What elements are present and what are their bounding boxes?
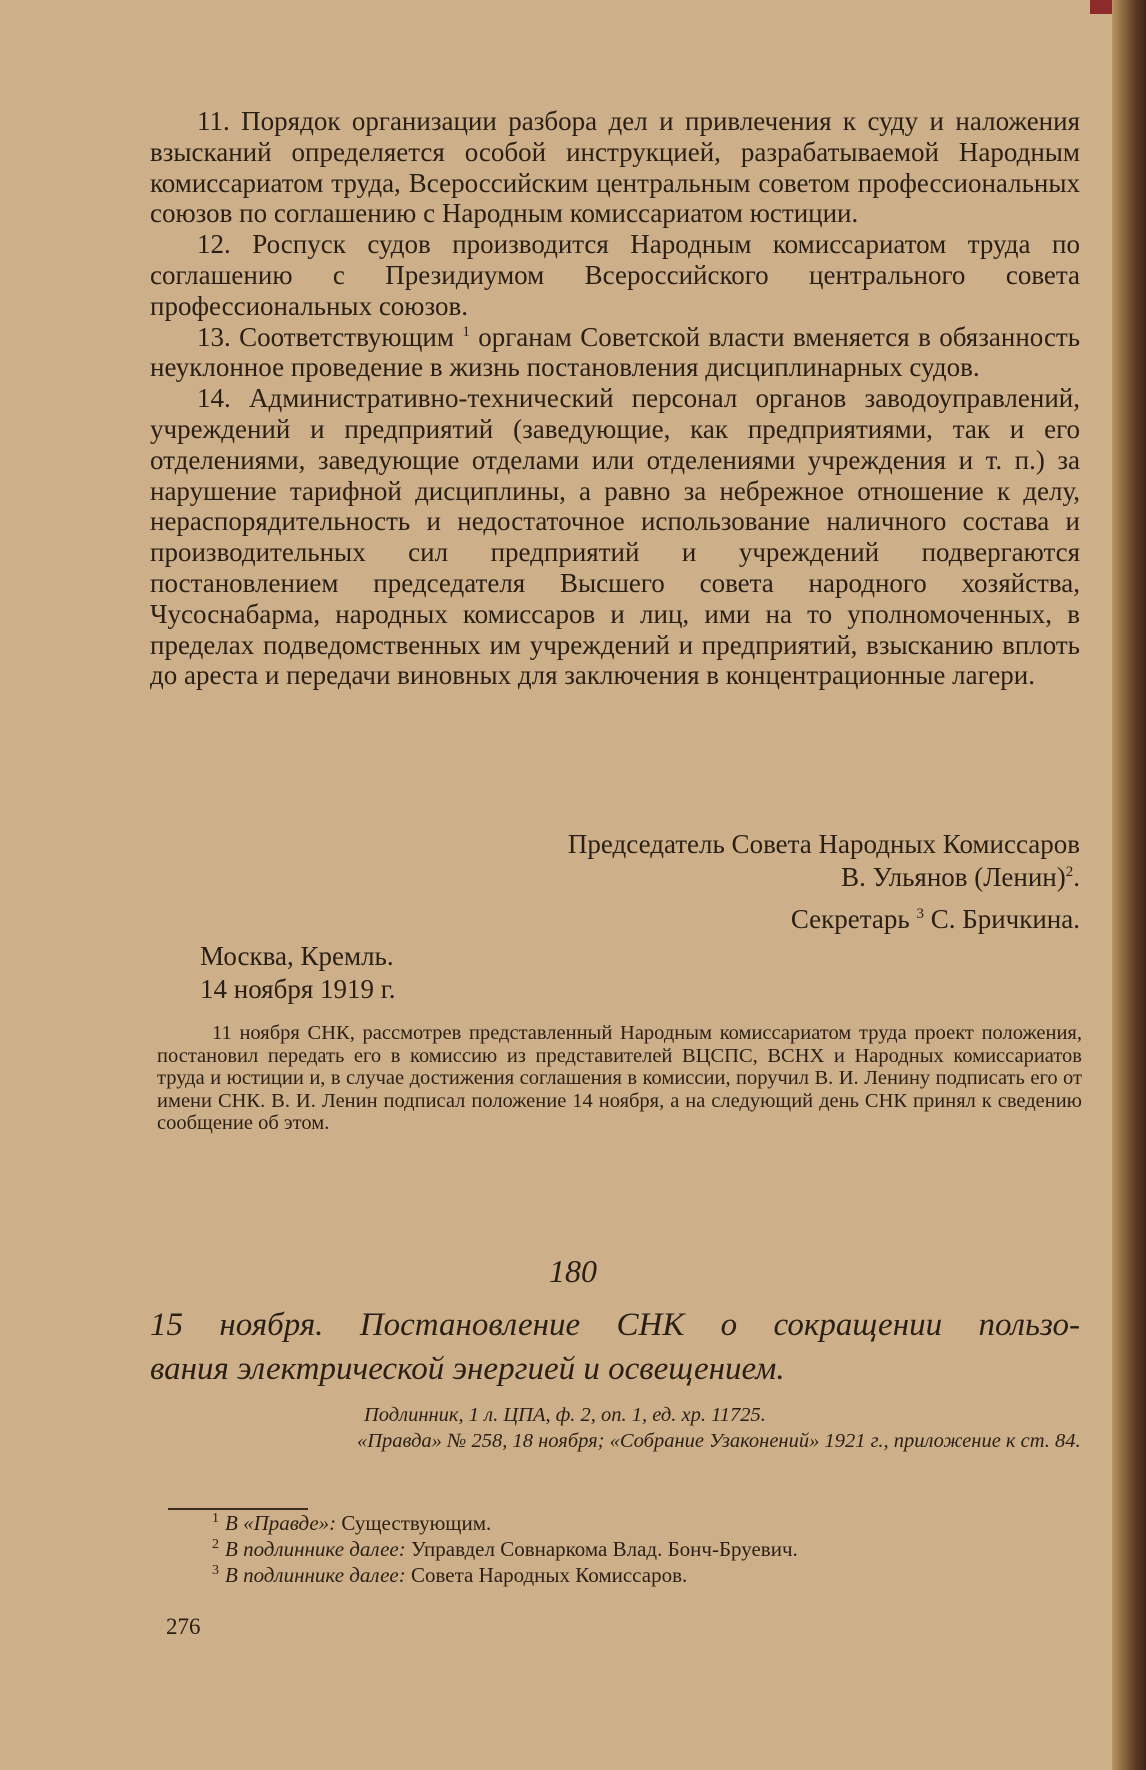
document-title-line-2: вания электрической энергией и освещением. bbox=[150, 1351, 785, 1387]
place: Москва, Кремль. bbox=[200, 941, 394, 971]
chair-signature bbox=[568, 828, 1080, 894]
footnote-label: В подлиннике далее: bbox=[225, 1537, 406, 1561]
page-number: 276 bbox=[166, 1614, 201, 1639]
secretary-name: С. Бричкина. bbox=[930, 904, 1080, 934]
editorial-note bbox=[157, 1022, 1082, 1135]
paragraph-13-rest: органам Советской власти вменяется в обязанность неуклонное проведение в жизнь постановления дисциплинарных судов. bbox=[150, 321, 1081, 383]
footnote-mark: 1 bbox=[212, 1511, 219, 1526]
date: 14 ноября 1919 г. bbox=[200, 974, 396, 1004]
chair-name-end: . bbox=[1073, 862, 1080, 892]
footnote-text: Управдел Совнаркома Влад. Бонч-Бруевич. bbox=[410, 1537, 798, 1561]
paragraph-13-lead: Соответствующим bbox=[239, 321, 454, 352]
footnote-text: Совета Народных Комиссаров. bbox=[410, 1563, 688, 1587]
secretary-label: Секретарь bbox=[790, 904, 910, 934]
footnote-2 bbox=[212, 1536, 1072, 1562]
paragraph-12: 12. Роспуск судов производится Народным комиссариатом труда по соглашению с Президиумом Всероссийского центрального совета профессиональных союзов. bbox=[150, 229, 1080, 321]
paragraph-11: 11. Порядок организации разбора дел и привлечения к суду и наложения взысканий определяется особой инструкцией, разрабатываемой Народным комиссариатом труда, Всероссийским центральным советом профессиональных союзов по соглашению с Народным комиссариатом юстиции. bbox=[150, 106, 1080, 229]
chair-title: Председатель Совета Народных Комиссаров bbox=[567, 829, 1080, 859]
paragraph-13-number: 13. bbox=[197, 321, 231, 352]
document-title bbox=[150, 1303, 1080, 1391]
document-title-line-1: 15 ноября. Постановление СНК о сокращении пользо- bbox=[150, 1307, 1080, 1343]
footnote-mark: 2 bbox=[212, 1537, 219, 1552]
secretary-signature bbox=[791, 904, 1080, 935]
footnote-ref-1: 1 bbox=[462, 323, 470, 340]
paragraph-13 bbox=[150, 322, 1080, 384]
chair-name-line bbox=[568, 861, 1080, 894]
book-binding bbox=[1112, 0, 1146, 1770]
source-archive: Подлинник, 1 л. ЦПА, ф. 2, оп. 1, ед. хр. 11725. bbox=[364, 1404, 766, 1426]
place-date bbox=[200, 940, 396, 1006]
footnote-ref-2: 2 bbox=[1065, 864, 1074, 880]
source-publication: «Правда» № 258, 18 ноября; «Собрание Узаконений» 1921 г., приложение к ст. 84. bbox=[357, 1430, 1081, 1452]
document-number: 180 bbox=[549, 1253, 597, 1289]
footnotes bbox=[212, 1510, 1072, 1588]
footnote-text: Существующим. bbox=[341, 1511, 492, 1535]
footnote-ref-3: 3 bbox=[916, 906, 924, 922]
source-reference bbox=[312, 1402, 1082, 1454]
main-text bbox=[150, 106, 1080, 691]
footnote-label: В «Правде»: bbox=[225, 1511, 337, 1535]
footnote-3 bbox=[212, 1562, 1072, 1588]
footnote-1 bbox=[212, 1510, 1072, 1536]
footnote-label: В подлиннике далее: bbox=[225, 1563, 406, 1587]
chair-name: В. Ульянов (Ленин) bbox=[841, 862, 1066, 892]
paragraph-14: 14. Административно-технический персонал органов заводоуправлений, учреждений и предприятий (заведующие, как предприятиями, так и его отделениями, заведующие отделами или отделениями учреждения и т. п.) за нарушение тарифной дисциплины, а равно за небрежное отношение к делу, нераспорядительность и недостаточное использование наличного состава и производительных сил предприятий и учреждений подвергаются постановлением председателя Высшего совета народного хозяйства, Чусоснабарма, народных комиссаров и лиц, ими на то уполномоченных, в пределах подведомственных им учреждений и предприятий, взысканию вплоть до ареста и передачи виновных для заключения в концентрационные лагери. bbox=[150, 383, 1080, 691]
footnote-mark: 3 bbox=[212, 1563, 219, 1578]
editorial-note-text: 11 ноября СНК, рассмотрев представленный Народным комиссариатом труда проект положения, постановил передать его в комиссию из представителей ВЦСПС, ВСНХ и Народных комиссариатов труда и юстиции и, в случае достижения соглашения в комиссии, поручил В. И. Ленину подписать его от имени СНК. В. И. Ленин подписал положение 14 ноября, а на следующий день СНК принял к сведению сообщение об этом. bbox=[157, 1022, 1082, 1135]
